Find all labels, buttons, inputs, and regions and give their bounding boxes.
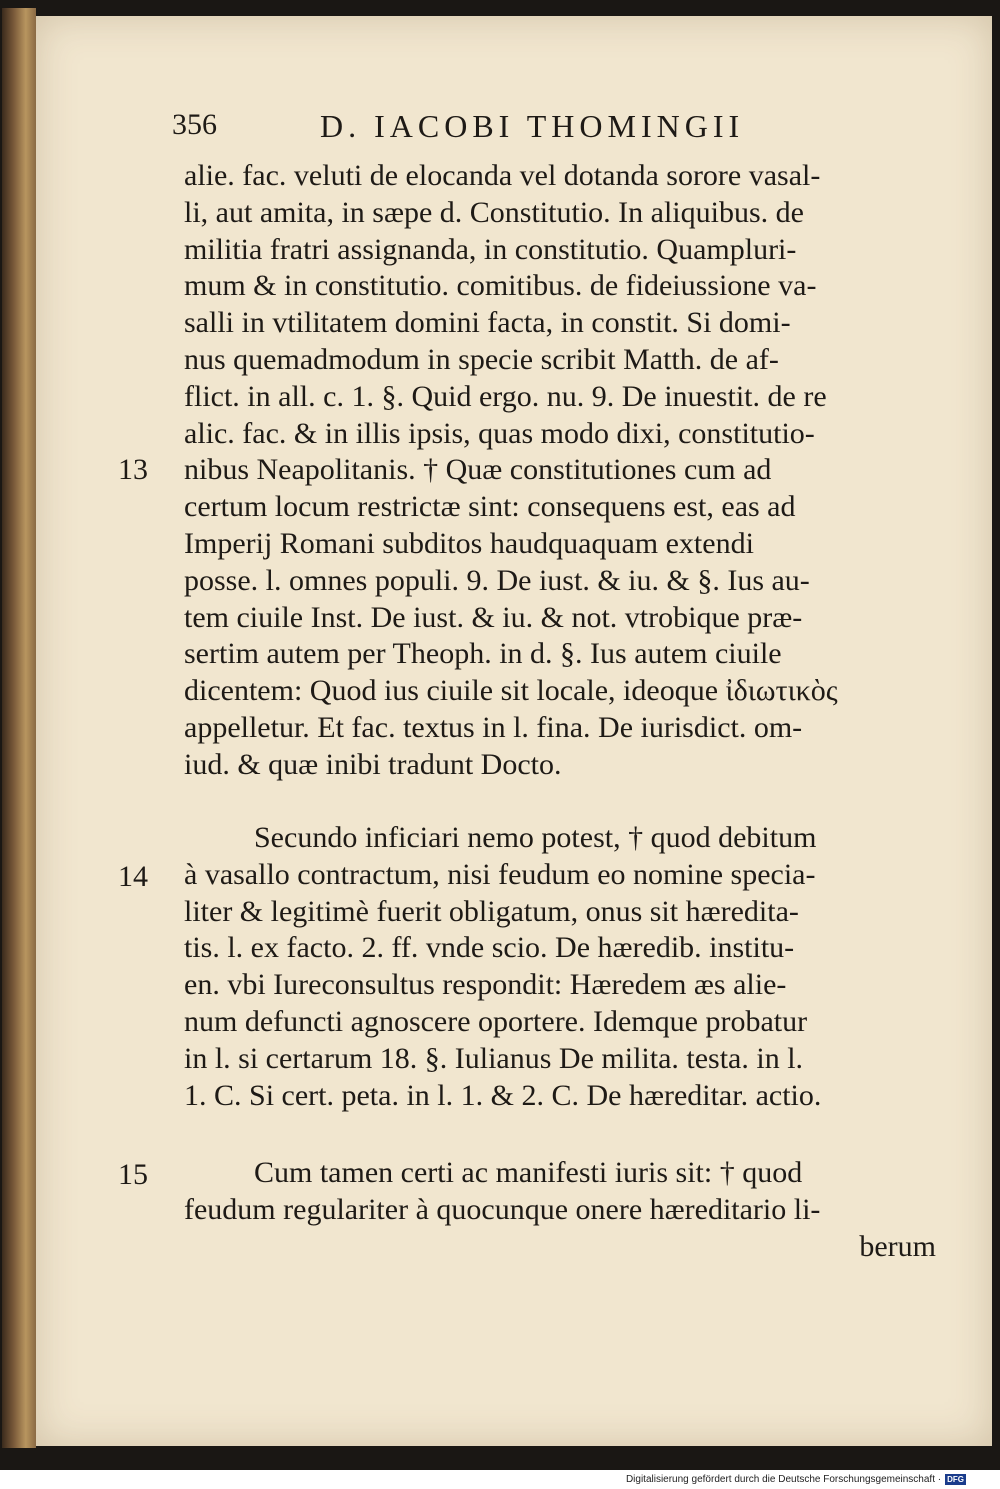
page-number: 356 bbox=[172, 108, 217, 141]
text-line: li, aut amita, in sæpe d. Constitutio. In aliquibus. de bbox=[184, 195, 804, 229]
text-line: liter & legitimè fuerit obligatum, onus sit hæredita- bbox=[184, 894, 799, 928]
paragraph-2 bbox=[184, 820, 936, 1114]
digitization-credit bbox=[626, 1474, 966, 1485]
text-line: nibus Neapolitanis. † Quæ constitutiones cum ad bbox=[184, 453, 772, 487]
text-line: militia fratri assignanda, in constitutio. Quampluri- bbox=[184, 232, 797, 266]
margin-number-14: 14 bbox=[118, 860, 148, 893]
running-title: D. IACOBI THOMINGII bbox=[320, 108, 745, 144]
text-line: alie. fac. veluti de elocanda vel dotanda sorore vasal- bbox=[184, 159, 821, 192]
text-line: dicentem: Quod ius ciuile sit locale, ideoque ἰδιωτικὸς bbox=[184, 674, 838, 708]
text-line: Secundo inficiari nemo potest, † quod debitum bbox=[254, 821, 817, 854]
text-line: feudum regulariter à quocunque onere hæreditario li- bbox=[184, 1192, 821, 1226]
dfg-logo-icon: DFG bbox=[947, 1475, 964, 1484]
margin-number-15: 15 bbox=[118, 1158, 148, 1191]
book-spine bbox=[2, 8, 36, 1448]
text-line: mum & in constitutio. comitibus. de fideiussione va- bbox=[184, 269, 817, 303]
text-line: iud. & quæ inibi tradunt Docto. bbox=[184, 747, 562, 781]
paragraph-3 bbox=[184, 1155, 936, 1265]
text-line: en. vbi Iureconsultus respondit: Hæredem æs alie- bbox=[184, 968, 787, 1002]
text-line: certum locum restrictæ sint: consequens est, eas ad bbox=[184, 490, 796, 524]
text-line: flict. in all. c. 1. §. Quid ergo. nu. 9. De inuestit. de re bbox=[184, 379, 827, 413]
page-header bbox=[172, 108, 932, 148]
text-line: Imperij Romani subditos haudquaquam extendi bbox=[184, 526, 754, 560]
text-line: appelletur. Et fac. textus in l. fina. De iurisdict. om- bbox=[184, 710, 803, 744]
text-line: à vasallo contractum, nisi feudum eo nomine specia- bbox=[184, 857, 816, 891]
text-line: alic. fac. & in illis ipsis, quas modo dixi, constitutio- bbox=[184, 416, 815, 450]
text-line: nus quemadmodum in specie scribit Matth. de af- bbox=[184, 342, 779, 376]
margin-number-13: 13 bbox=[118, 453, 148, 486]
text-line: tem ciuile Inst. De iust. & iu. & not. vtrobique præ- bbox=[184, 600, 803, 634]
text-line: in l. si certarum 18. §. Iulianus De milita. testa. in l. bbox=[184, 1041, 804, 1075]
paragraph-1 bbox=[184, 158, 936, 784]
text-line: sertim autem per Theoph. in d. §. Ius autem ciuile bbox=[184, 637, 782, 671]
text-line: posse. l. omnes populi. 9. De iust. & iu. & §. Ius au- bbox=[184, 563, 810, 597]
text-line: salli in vtilitatem domini facta, in constit. Si domi- bbox=[184, 306, 791, 340]
text-line: num defuncti agnoscere oportere. Idemque probatur bbox=[184, 1004, 808, 1038]
text-line: tis. l. ex facto. 2. ff. vnde scio. De hæredib. institu- bbox=[184, 931, 795, 965]
catchword: berum bbox=[859, 1229, 936, 1263]
text-line: Cum tamen certi ac manifesti iuris sit: † quod bbox=[254, 1156, 803, 1189]
credit-text: Digitalisierung gefördert durch die Deutsche Forschungsgemeinschaft · bbox=[625, 1474, 942, 1485]
text-line: 1. C. Si cert. peta. in l. 1. & 2. C. De hæreditar. actio. bbox=[184, 1078, 822, 1112]
